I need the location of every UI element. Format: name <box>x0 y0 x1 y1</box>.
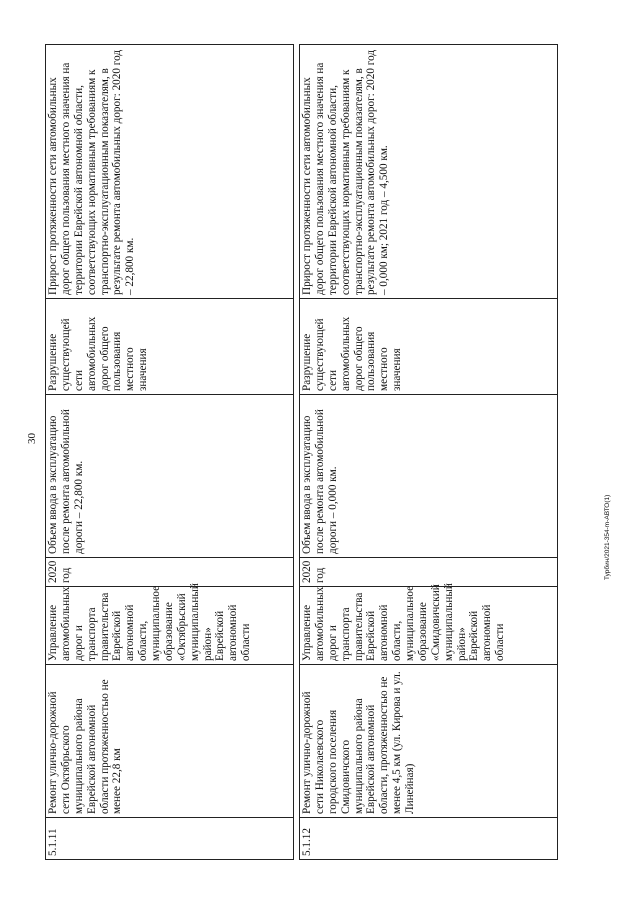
program-table <box>45 44 558 860</box>
rotated-table-container <box>45 45 557 860</box>
consequence: Разрушение существующей сети автомобильных дорог общего пользования местного значения <box>46 299 294 395</box>
consequence: Разрушение существующей сети автомобильных дорог общего пользования местного значения <box>300 299 558 395</box>
event-name: Ремонт улично-дорожной сети Октябрьского муниципального района Еврейской автономной области протяженностью не менее 22,8 км <box>46 665 294 818</box>
expected-result: Объем ввода в эксплуатацию после ремонта автомобильной дороги – 0,000 км. <box>300 395 558 558</box>
executor: Управление автомобильных дорог и транспорта правительства Еврейской автономной области, муниципальное образование «Смидовичский муниципальный район» Еврейской автономной области <box>300 587 558 665</box>
year: 2020 год <box>300 558 558 587</box>
table-row <box>300 45 558 860</box>
page-number: 30 <box>26 433 38 444</box>
footer-code: Турбин/2021-354-m-АВТО(1) <box>604 494 611 580</box>
expected-result: Объем ввода в эксплуатацию после ремонта автомобильной дороги – 22,800 км. <box>46 395 294 558</box>
event-name: Ремонт улично-дорожной сети Николаевского городского поселения Смидовичского муниципального района Еврейской автономной области, протяженностью не менее 4,5 км (ул. Кирова и ул. Линейная) <box>300 665 558 818</box>
indicator: Прирост протяженности сети автомобильных дорог общего пользования местного значения на территории Еврейской автономной области, соответствующих нормативным требованиям к транспортно-эксплуатационным показателям, в результате ремонта автомобильных дорог: 2020 год – 0,000 км; 2021 год – 4,500 км. <box>300 45 558 299</box>
executor: Управление автомобильных дорог и транспорта правительства Еврейской автономной области, муниципальное образование «Октябрьский муниципальный район» Еврейской автономной области <box>46 587 294 665</box>
row-number: 5.1.11 <box>46 818 294 860</box>
indicator: Прирост протяженности сети автомобильных дорог общего пользования местного значения на территории Еврейской автономной области, соответствующих нормативным требованиям к транспортно-эксплуатационным показателям, в результате ремонта автомобильных дорог: 2020 год – 22,800 км. <box>46 45 294 299</box>
year: 2020 год <box>46 558 294 587</box>
row-number: 5.1.12 <box>300 818 558 860</box>
table-row <box>46 45 294 860</box>
